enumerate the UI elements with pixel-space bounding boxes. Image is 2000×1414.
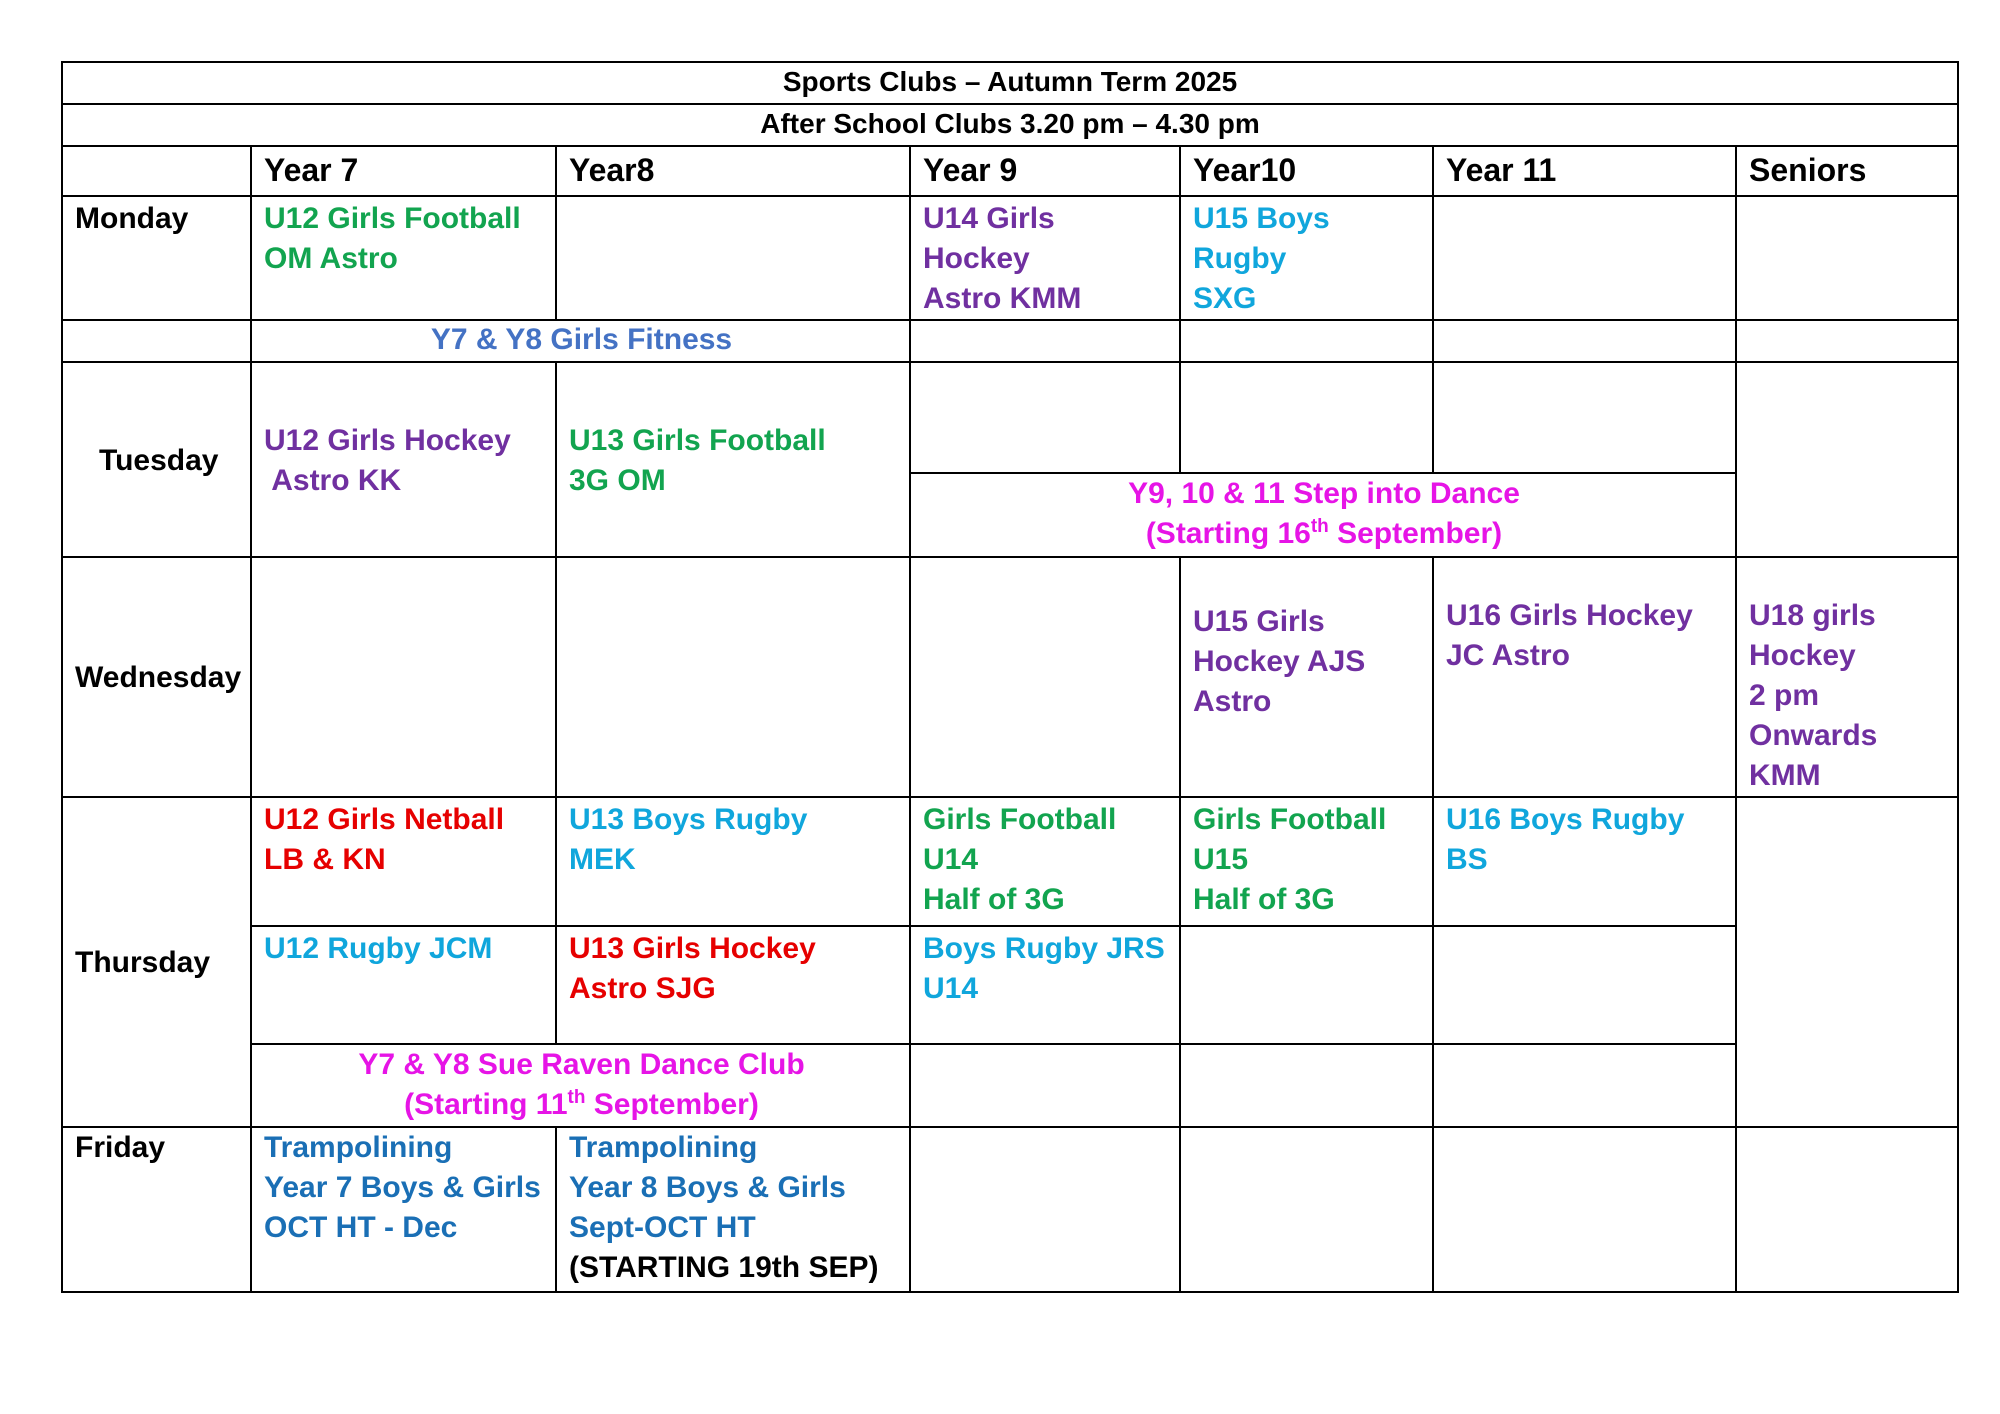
tuesday-year9-empty xyxy=(910,362,1180,473)
thursday-year8-club-a xyxy=(556,797,910,926)
club-name: Trampolining xyxy=(264,1131,453,1164)
tuesday-year7-club xyxy=(251,362,556,557)
club-start-note: (STARTING 19th SEP) xyxy=(569,1251,879,1284)
dance-title: Y7 & Y8 Sue Raven Dance Club xyxy=(358,1048,805,1081)
club-detail: LB & KN xyxy=(264,843,386,876)
day-tuesday: Tuesday xyxy=(62,362,251,557)
club-name: Boys Rugby JRS xyxy=(923,932,1165,965)
table-subtitle: After School Clubs 3.20 pm – 4.30 pm xyxy=(62,104,1958,146)
tuesday-seniors-empty xyxy=(1736,362,1958,557)
club-detail: Astro SJG xyxy=(569,972,716,1005)
club-name: U15 Girls xyxy=(1193,605,1325,638)
tuesday-year8-club xyxy=(556,362,910,557)
club-detail: OM Astro xyxy=(264,242,398,275)
club-age: U14 xyxy=(923,972,979,1005)
wednesday-year10-club xyxy=(1180,557,1433,797)
dance-start-ordinal: th xyxy=(567,1087,586,1108)
club-name: U14 Girls Hockey xyxy=(923,202,1055,275)
club-detail: Astro KK xyxy=(264,463,402,497)
thursday-year10-empty xyxy=(1180,926,1433,1044)
club-name: Girls Football xyxy=(923,803,1117,836)
monday-sub-day-empty xyxy=(62,320,251,362)
day-wednesday: Wednesday xyxy=(62,557,251,797)
club-detail: MEK xyxy=(569,843,636,876)
monday-sub-seniors-empty xyxy=(1736,320,1958,362)
tuesday-year11-empty xyxy=(1433,362,1736,473)
table-title: Sports Clubs – Autumn Term 2025 xyxy=(62,62,1958,104)
monday-year10-club xyxy=(1180,196,1433,320)
friday-year11-empty xyxy=(1433,1127,1736,1292)
monday-sub-year10-empty xyxy=(1180,320,1433,362)
club-name: Girls Football xyxy=(1193,803,1387,836)
monday-year11-empty xyxy=(1433,196,1736,320)
thursday-dance-year9-empty xyxy=(910,1044,1180,1127)
thursday-year7-club-b: U12 Rugby JCM xyxy=(251,926,556,1044)
dance-title: Y9, 10 & 11 Step into Dance xyxy=(1128,477,1520,510)
monday-seniors-empty xyxy=(1736,196,1958,320)
thursday-year9-club-b xyxy=(910,926,1180,1044)
club-location: Astro xyxy=(1193,685,1272,718)
wednesday-year8-empty xyxy=(556,557,910,797)
day-friday: Friday xyxy=(62,1127,251,1292)
club-name: U13 Girls Hockey xyxy=(569,932,816,965)
club-dates: Sept-OCT HT xyxy=(569,1211,756,1244)
club-name: U18 girls xyxy=(1749,599,1876,632)
day-monday: Monday xyxy=(62,196,251,320)
club-name: U16 Girls Hockey xyxy=(1446,599,1693,632)
sports-clubs-timetable xyxy=(61,61,1959,1293)
club-name: U12 Girls Football xyxy=(264,202,521,235)
friday-year9-empty xyxy=(910,1127,1180,1292)
monday-y7-y8-girls-fitness: Y7 & Y8 Girls Fitness xyxy=(251,320,910,362)
header-seniors: Seniors xyxy=(1736,146,1958,196)
club-staff: KMM xyxy=(1749,759,1821,792)
monday-year9-club xyxy=(910,196,1180,320)
thursday-year11-empty xyxy=(1433,926,1736,1044)
club-detail: SXG xyxy=(1193,282,1257,315)
header-corner xyxy=(62,146,251,196)
club-detail: Year 7 Boys & Girls xyxy=(264,1171,541,1204)
dance-start-ordinal: th xyxy=(1310,516,1329,537)
thursday-sue-raven-dance-club xyxy=(251,1044,910,1127)
header-year9: Year 9 xyxy=(910,146,1180,196)
club-dates: OCT HT - Dec xyxy=(264,1211,458,1244)
thursday-year10-club-a xyxy=(1180,797,1433,926)
monday-sub-year11-empty xyxy=(1433,320,1736,362)
club-location: Half of 3G xyxy=(1193,883,1335,916)
header-year7: Year 7 xyxy=(251,146,556,196)
friday-seniors-empty xyxy=(1736,1127,1958,1292)
thursday-year9-club-a xyxy=(910,797,1180,926)
dance-start-date xyxy=(264,1085,899,1125)
friday-year8-club xyxy=(556,1127,910,1292)
club-name: U13 Boys Rugby xyxy=(569,803,808,836)
thursday-dance-year11-empty xyxy=(1433,1044,1736,1127)
header-year10: Year10 xyxy=(1180,146,1433,196)
club-name: U12 Girls Hockey xyxy=(264,423,511,457)
club-sport: Hockey xyxy=(1749,639,1856,672)
thursday-year11-club-a: U16 Boys Rugby BS xyxy=(1433,797,1736,926)
dance-start-prefix: (Starting 11 xyxy=(404,1088,568,1121)
friday-year7-club xyxy=(251,1127,556,1292)
dance-start-suffix: September) xyxy=(585,1088,759,1121)
dance-start-suffix: September) xyxy=(1328,517,1503,550)
tuesday-step-into-dance xyxy=(910,473,1736,557)
thursday-dance-year10-empty xyxy=(1180,1044,1433,1127)
club-name: U13 Girls Football xyxy=(569,423,826,457)
thursday-year8-club-b xyxy=(556,926,910,1044)
header-year8: Year8 xyxy=(556,146,910,196)
day-thursday: Thursday xyxy=(62,797,251,1127)
club-location: Half of 3G xyxy=(923,883,1065,916)
thursday-year7-club-a xyxy=(251,797,556,926)
wednesday-year9-empty xyxy=(910,557,1180,797)
club-time: 2 pm xyxy=(1749,679,1820,712)
club-age: U14 xyxy=(923,843,979,876)
monday-year7-club xyxy=(251,196,556,320)
club-name: U12 Girls Netball xyxy=(264,803,505,836)
club-age: U15 xyxy=(1193,843,1249,876)
tuesday-year10-empty xyxy=(1180,362,1433,473)
wednesday-year11-club xyxy=(1433,557,1736,797)
monday-year8-empty xyxy=(556,196,910,320)
club-detail: Year 8 Boys & Girls xyxy=(569,1171,846,1204)
wednesday-year7-empty xyxy=(251,557,556,797)
club-name: Trampolining xyxy=(569,1131,758,1164)
club-time-note: Onwards xyxy=(1749,719,1878,752)
thursday-seniors-empty xyxy=(1736,797,1958,1127)
club-detail: JC Astro xyxy=(1446,639,1570,672)
club-detail: 3G OM xyxy=(569,463,666,497)
wednesday-seniors-club xyxy=(1736,557,1958,797)
club-detail: Astro KMM xyxy=(923,282,1082,315)
dance-start-date xyxy=(923,514,1725,554)
club-detail: Hockey AJS xyxy=(1193,645,1366,678)
header-year11: Year 11 xyxy=(1433,146,1736,196)
club-name: U15 Boys Rugby xyxy=(1193,202,1330,275)
dance-start-prefix: (Starting 16 xyxy=(1145,517,1311,550)
friday-year10-empty xyxy=(1180,1127,1433,1292)
monday-sub-year9-empty xyxy=(910,320,1180,362)
